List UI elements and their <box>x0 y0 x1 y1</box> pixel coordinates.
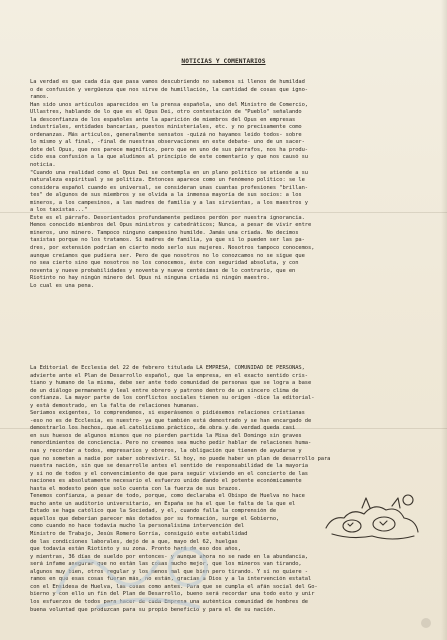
text-line: demostrarlo los hechos, que el catolicismo práctico, de obra y de verdad queda casi <box>30 425 296 432</box>
text-line: y mientras, 36 días de sueldo por entonces- y aunque ahora no se nade en la abundancia, <box>30 553 309 560</box>
text-line: bierno y con ello un fin del Plan de Desarrollo, bueno será recordar una todo esto y unir <box>30 591 315 598</box>
text-line: naciones es absolutamente necesario el esfuerzo unido dando el potente económicamente <box>30 478 302 485</box>
text-line: ordenanzas. Más artículos, generalmente sensatos -quizá no hayamos leído todos- sobre <box>30 131 302 138</box>
text-line: ramos en que esas cosas fueran más, no están, gracias a Dios y a la intervención estatal <box>30 576 312 583</box>
text-line: los esfuerzos de todos para hacer de cada Empresa una auténtica comunidad de hombres de <box>30 598 309 605</box>
text-line: o de confusión y vergüenza que nos sirve de humillación, la cantidad de cosas que igno- <box>30 86 309 93</box>
text-line: remordimientos de conciencia. Pero no creemos sea mucho pedir hablar de relaciones huma- <box>30 440 312 447</box>
text-line: Ministro de Trabajo, Jesús Romero Gorría, consiguió este estabilidad <box>30 531 248 538</box>
text-line: dote del Opus, que nos parece magnífico, pero que en uno de sus párrafos, nos ha produ- <box>30 146 309 153</box>
text-line: Este es el párrafo. Desorientados profundamente pedimos perdón por nuestra ignorancia. <box>30 214 305 221</box>
text-line: Han sido unos artículos aparecidos en la prensa española, uno del Ministro de Comercio, <box>30 101 309 108</box>
text-line: y está demostrado, en la falta de relaciones humanas. <box>30 402 200 409</box>
text-line: en sus huesos de algunos mismos que no pierden partida la Misa del Domingo sin graves <box>30 432 302 439</box>
text-line: no sea cierto sino que nosotros no los conocemos, éste con seguridad absoluta, y con <box>30 260 299 267</box>
text-line: como cuando no hace todavía mucho la personalísima intervención del <box>30 523 245 530</box>
article-opus-dei <box>30 79 425 290</box>
text-line: mineros, a los campesinos, a las madres de familia y a las sirvientas, a los maestros y <box>30 199 309 206</box>
text-line: hasta el modesto peón que solo cuenta con la fuerza de sus brazos. <box>30 485 241 492</box>
title-text: NOTICIAS Y COMENTARIOS <box>181 58 266 65</box>
text-line: La verdad es que cada día que pasa vamos descubriendo no sabemos si llenos de humildad <box>30 79 305 85</box>
text-line: aquellos que deberían parecer más dotados por su formación, surge el Gobierno, <box>30 515 280 522</box>
text-line: Hemos conocido miembros del Opus ministros y catedráticos; Nunca, a pesar de vivir entre <box>30 222 312 229</box>
text-line: mucho ante un auditorio universitario, en España se ha el que le falta de la que el <box>30 500 296 507</box>
page-edge-shadow <box>441 0 447 640</box>
text-line: considera español cuando es universal, se consideran unas cuantas profesiones "brillan- <box>30 184 309 191</box>
text-line: y si no de todos y el convencimiento de que para seguir viviendo en el concierto de las <box>30 470 309 477</box>
text-line: Lo cual es una pena. <box>30 282 94 289</box>
page-title <box>0 58 447 66</box>
text-line: cido esa confusión a la que aludimos al principio de este comentario y que nos causó su <box>30 154 309 161</box>
text-line: nuestra nación, sin que se desarrolle antes el sentido de responsabilidad de la mayoría <box>30 463 309 470</box>
text-line: taxistas porque no los tratamos. Si madres de familia, ya que si lo pueden ser las pa- <box>30 237 305 244</box>
text-line: dres, por extensión podrían en cierto modo serlo sus mujeres. Nosotros tampoco conocemos, <box>30 245 315 252</box>
text-line: con el Ensidesa de Huelva, las cosas como antes. Para que se cumpla el afán social del Go- <box>30 583 318 590</box>
archive-watermark-icon <box>38 522 238 622</box>
text-line: nas y recordar a todos, empresarios y obreros, la obligación que tienen de ayudarse y <box>30 448 302 455</box>
text-line: lo mismo y al final, -final de nuestras observaciones en este debate- uno de un sacer- <box>30 139 305 146</box>
text-line: Tenemos confianza, a pesar de todo, porque, como declaraba el Obispo de Huelva no hace <box>30 493 305 500</box>
text-line: Estado se haga católico que la Sociedad, y el, cuando falla la comprensión de <box>30 508 277 515</box>
text-line: algunos muy bien, otros regular y los menos mal que bien pero tirando. Y si no quiere - <box>30 568 309 575</box>
text-line: buena voluntad que produzcan para su propio beneficio y para el de su nación. <box>30 606 277 613</box>
text-line: confianza. La mayor parte de los conflictos sociales tienen su origen -dice la editorial- <box>30 395 315 402</box>
text-line: mineros, uno minero. Tampoco ninguno campesino humilde. Jamás una criada. No decimos <box>30 229 299 236</box>
text-line: tes" de algunos de sus miembros y se olvida a la inmensa mayoría de sus socios: a los <box>30 192 302 199</box>
text-line: que no someten a nadie por saber sobrevivir. Si hoy, no puede haber un plan de desarrollo para <box>30 455 331 462</box>
text-line: que todavía están Riotinto y su zona. Pronto hará de eso dos años, <box>30 546 241 553</box>
text-line: Seríamos exigentes, lo comprendemos, si esperásemos o pidiésemos relaciones cristianas <box>30 410 305 417</box>
text-line: industriales, entidades bancarias, puestos ministeriales, etc. y no precisamente como <box>30 124 302 131</box>
text-line: "Cuando una realidad como el Opus Dei se contempla en un plano político se atiende a su <box>30 169 309 176</box>
text-line: noventa y nueve probabilidades y noventa y nueve centésimas de lo contrario, que en <box>30 267 296 274</box>
text-line: a los taxistas..." <box>30 207 88 214</box>
page-corner-mark <box>421 618 431 628</box>
text-line: la desconfianza de los españoles ante la aparición de miembros del Opus en empresas <box>30 116 296 123</box>
text-line: naturaleza espiritual y se politiza. Entonces aparece como un fenómeno político: se le <box>30 177 305 184</box>
text-line: de las condiciones laborales, dejó de a que, mayo del 62, huelgas <box>30 538 238 545</box>
text-line: de un diálogo permanente y leal entre obrero y patrono dentro de un sincero clima de <box>30 387 299 394</box>
text-line: aunque creíamos que pudiera ser. Pero de que nosotros no lo conozcamos no se sigue que <box>30 252 305 259</box>
text-line: advierte ante el Plan de Desarrollo español, que la empresa, en el exacto sentido cris- <box>30 372 309 379</box>
text-line: Riotinto no hay ningún minero del Opus ni ninguna criada ni ningún maestro. <box>30 275 270 282</box>
text-line: -eso no es de Ecclesia, es nuestro- ya que también está demostrado y se han encargado de <box>30 417 312 424</box>
text-line: La Editorial de Ecclesia del 22 de febrero titulada LA EMPRESA, COMUNIDAD DE PERSONAS, <box>30 365 305 371</box>
text-line: tiano y humano de la misma, debe ser ante todo comunidad de personas que se logra a base <box>30 380 312 387</box>
text-line: será infame asegurar que no están las cosas mucho mejor, que los mineros van tirando, <box>30 561 302 568</box>
text-line: ramos. <box>30 94 50 101</box>
text-line: noticia. <box>30 162 56 169</box>
cartoon-stamp-icon <box>322 488 422 546</box>
text-line: Ullastres, hablando de lo que es el Opus Dei, otro contestación de "Pueblo" señalando <box>30 109 302 116</box>
